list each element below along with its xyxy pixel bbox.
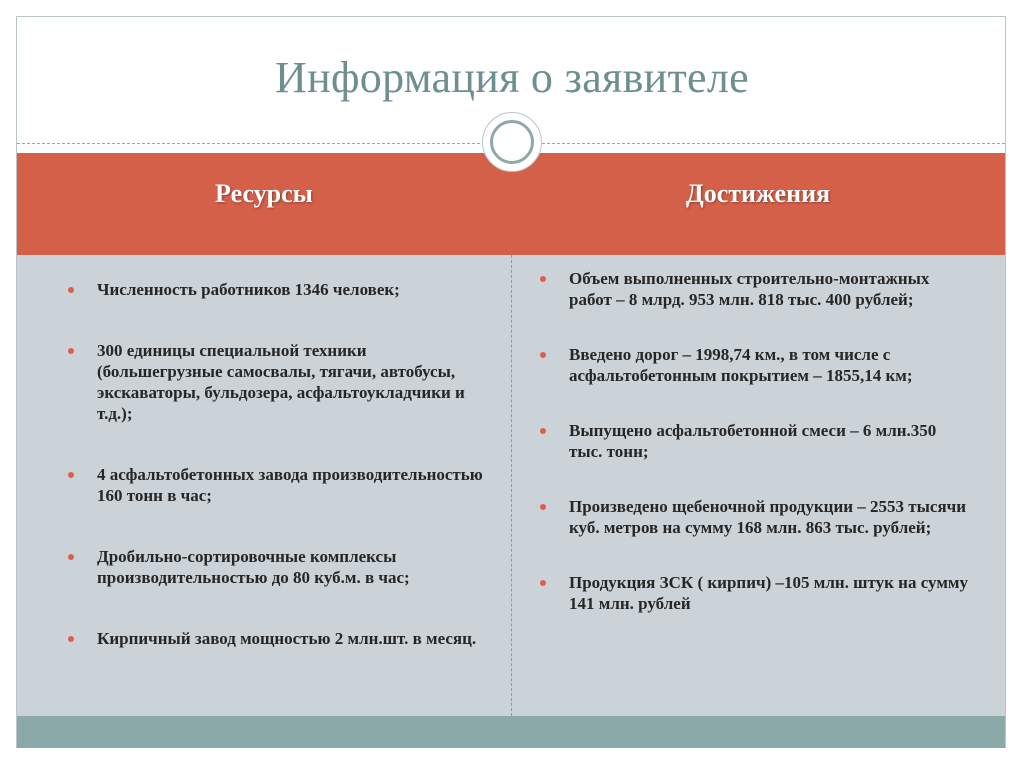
list-item: Численность работников 1346 человек; [68, 279, 488, 300]
resources-list [68, 279, 488, 689]
column-divider [511, 255, 512, 716]
list-item: Объем выполненных строительно-монтажных работ – 8 млрд. 953 млн. 818 тыс. 400 рублей; [540, 268, 972, 310]
column-heading-achievements: Достижения [685, 179, 831, 208]
footer-band [17, 716, 1005, 748]
list-item: 300 единицы специальной техники (большегрузные самосвалы, тягачи, автобусы, экскаваторы, бульдозера, асфальтоукладчики и т.д.); [68, 340, 488, 424]
list-item: Введено дорог – 1998,74 км., в том числе с асфальтобетонным покрытием – 1855,14 км; [540, 344, 972, 386]
list-item: Продукция ЗСК ( кирпич) –105 млн. штук на сумму 141 млн. рублей [540, 572, 972, 614]
list-item: Выпущено асфальтобетонной смеси – 6 млн.350 тыс. тонн; [540, 420, 972, 462]
column-heading-resources: Ресурсы [215, 179, 313, 208]
list-item: Дробильно-сортировочные комплексы производительностью до 80 куб.м. в час; [68, 546, 488, 588]
achievements-list [540, 268, 972, 648]
circle-ornament-icon [482, 112, 542, 172]
slide-title: Информация о заявителе [275, 53, 749, 102]
circle-ornament-ring [490, 120, 534, 164]
list-item: 4 асфальтобетонных завода производительностью 160 тонн в час; [68, 464, 488, 506]
list-item: Произведено щебеночной продукции – 2553 тысячи куб. метров на сумму 168 млн. 863 тыс. рублей; [540, 496, 972, 538]
list-item: Кирпичный завод мощностью 2 млн.шт. в месяц. [68, 628, 488, 649]
